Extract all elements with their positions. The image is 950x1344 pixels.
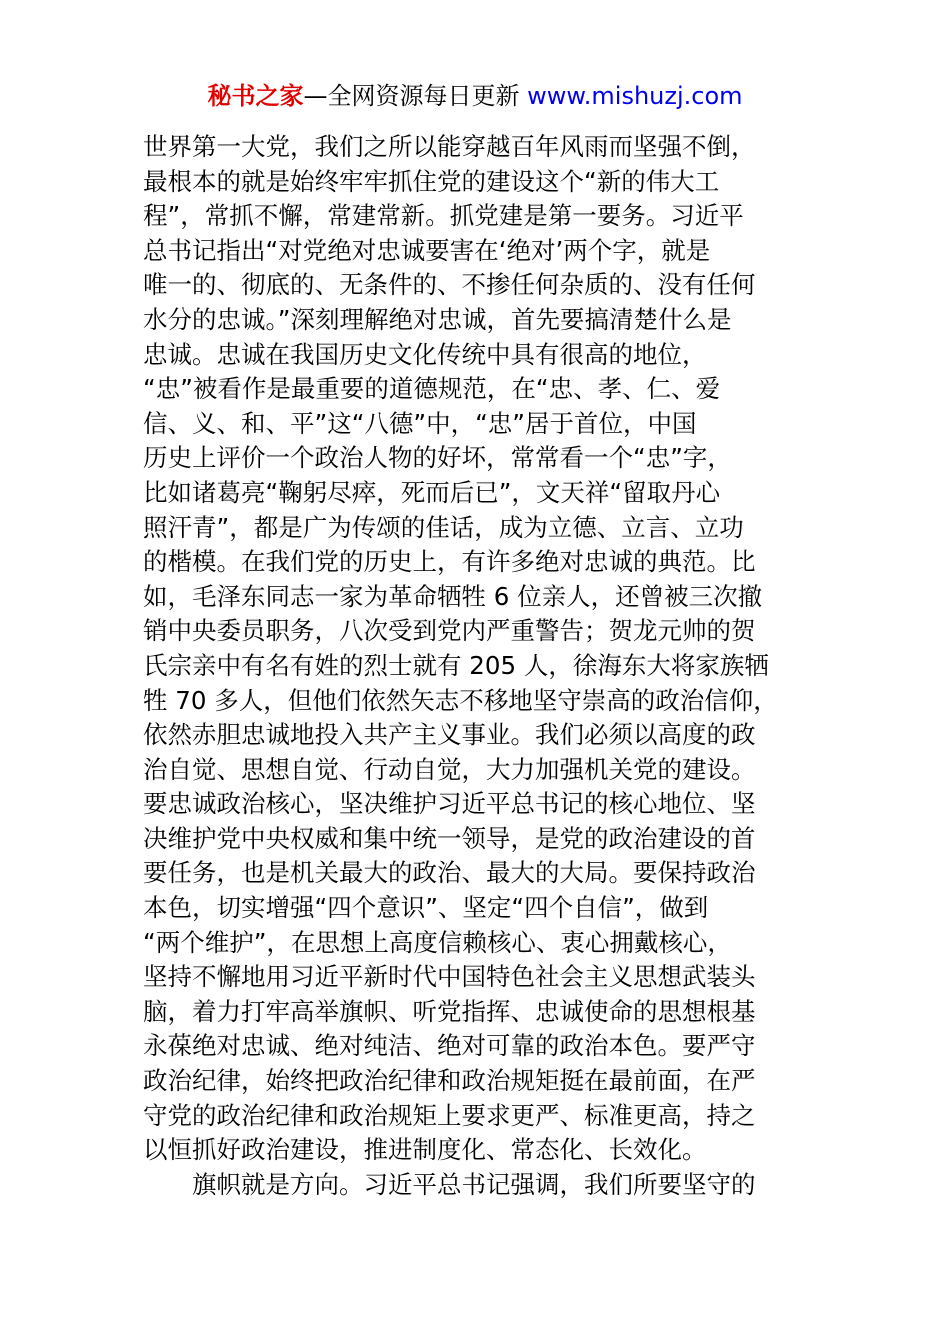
text-line: 政治纪律，始终把政治纪律和政治规矩挺在最前面，在严 (143, 1066, 756, 1096)
text-line: 要忠诚政治核心，坚决维护习近平总书记的核心地位、坚 (143, 789, 756, 819)
text-line: “两个维护”，在思想上高度信赖核心、衷心拥戴核心， (143, 927, 732, 957)
text-line: 牲 70 多人，但他们依然矢志不移地坚守崇高的政治信仰， (143, 685, 778, 715)
article-body (143, 130, 813, 1202)
text-line: 水分的忠诚。”深刻理解绝对忠诚，首先要搞清楚什么是 (143, 304, 732, 334)
text-line: 照汗青”，都是广为传颂的佳话，成为立德、立言、立功 (143, 512, 744, 542)
text-line: 历史上评价一个政治人物的好坏，常常看一个“忠”字， (143, 443, 732, 473)
text-line: 要任务，也是机关最大的政治、最大的大局。要保持政治 (143, 858, 756, 888)
paragraph-start-line: 旗帜就是方向。习近平总书记强调，我们所要坚守的 (192, 1169, 756, 1199)
text-line: 世界第一大党，我们之所以能穿越百年风雨而坚强不倒， (143, 132, 756, 161)
text-line: 程”，常抓不懈，常建常新。抓党建是第一要务。习近平 (143, 201, 744, 231)
text-line: 忠诚。忠诚在我国历史文化传统中具有很高的地位， (143, 339, 707, 369)
text-line: 总书记指出“对党绝对忠诚要害在‘绝对’两个字，就是 (143, 235, 711, 265)
text-line: 脑，着力打牢高举旗帜、听党指挥、忠诚使命的思想根基 (143, 996, 756, 1026)
text-line: 最根本的就是始终牢牢抓住党的建设这个“新的伟大工 (143, 166, 720, 196)
text-line: 守党的政治纪律和政治规矩上要求更严、标准更高，持之 (143, 1100, 756, 1130)
site-brand: 秘书之家 (207, 82, 304, 110)
text-line: 本色，切实增强“四个意识”、坚定“四个自信”，做到 (143, 893, 709, 923)
text-line: 比如诸葛亮“鞠躬尽瘁，死而后已”，文天祥“留取丹心 (143, 477, 721, 507)
page-header (0, 80, 950, 112)
text-line: 坚持不懈地用习近平新时代中国特色社会主义思想武装头 (143, 962, 756, 992)
text-line: 唯一的、彻底的、无条件的、不掺任何杂质的、没有任何 (143, 270, 756, 300)
text-line: 信、义、和、平”这“八德”中，“忠”居于首位，中国 (143, 408, 697, 438)
text-line: 治自觉、思想自觉、行动自觉，大力加强机关党的建设。 (143, 754, 756, 784)
text-line: 如，毛泽东同志一家为革命牺牲 6 位亲人，还曾被三次撤 (143, 581, 763, 611)
text-line: “忠”被看作是最重要的道德规范，在“忠、孝、仁、爱 (143, 374, 721, 404)
site-tagline: —全网资源每日更新 (303, 82, 520, 110)
text-line: 决维护党中央权威和集中统一领导，是党的政治建设的首 (143, 823, 756, 853)
text-line: 永葆绝对忠诚、绝对纯洁、绝对可靠的政治本色。要严守 (143, 1031, 756, 1061)
text-line: 依然赤胆忠诚地投入共产主义事业。我们必须以高度的政 (143, 720, 756, 750)
text-line: 销中央委员职务，八次受到党内严重警告；贺龙元帅的贺 (143, 616, 756, 646)
site-url[interactable]: www.mishuzj.com (527, 82, 743, 110)
text-line: 以恒抓好政治建设，推进制度化、常态化、长效化。 (143, 1135, 707, 1165)
text-line: 的楷模。在我们党的历史上，有许多绝对忠诚的典范。比 (143, 547, 756, 577)
text-line: 氏宗亲中有名有姓的烈士就有 205 人，徐海东大将家族牺 (143, 650, 769, 680)
